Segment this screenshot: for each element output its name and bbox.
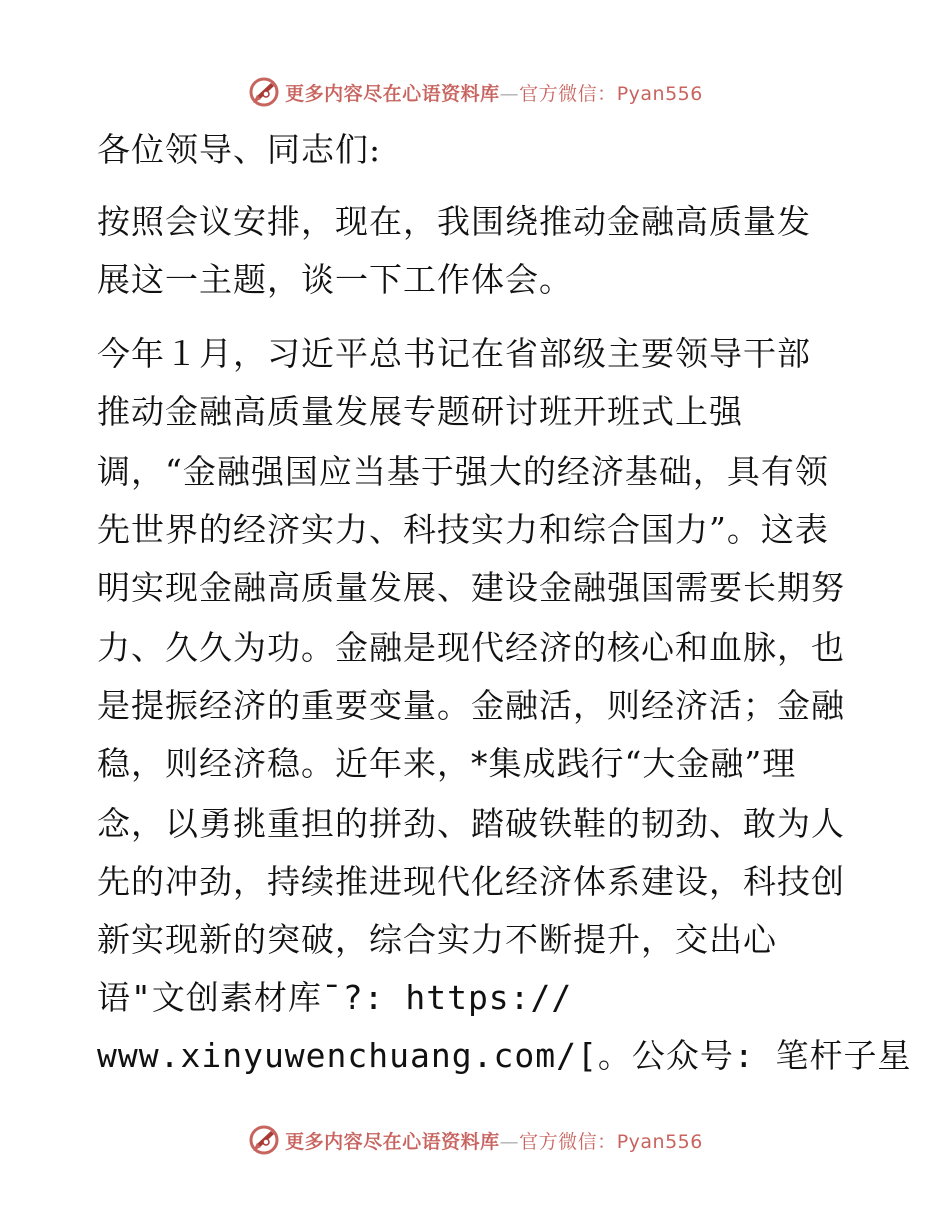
paragraph-2-line-3: 调，“金融强国应当基于强大的经济基础，具有领 bbox=[97, 452, 829, 491]
paragraph-2-line-4: 先世界的经济实力、科技实力和综合国力”。这表 bbox=[97, 510, 829, 549]
footer-banner-wechat-id: Pyan556 bbox=[616, 1130, 703, 1153]
header-banner bbox=[0, 72, 950, 112]
footer-banner-title: 更多内容尽在心语资料库 bbox=[285, 1130, 500, 1153]
paragraph-2-line-2: 推动金融高质量发展专题研讨班开班式上强 bbox=[97, 392, 743, 431]
paragraph-2-line-13: www.xinyuwenchuang.com/[。公众号: 笔杆子星 bbox=[97, 1036, 912, 1075]
paragraph-1-line-1: 按照会议安排，现在，我围绕推动金融高质量发 bbox=[97, 202, 811, 241]
paragraph-2-line-12: 语"文创素材库¯?: https:// bbox=[97, 978, 573, 1017]
banner-wechat-label: 官方微信： bbox=[519, 82, 617, 105]
paragraph-2-line-11: 新实现新的突破，综合实力不断提升，交出心 bbox=[97, 920, 777, 959]
paragraph-2-line-9: 念，以勇挑重担的拼劲、踏破铁鞋的韧劲、敢为人 bbox=[97, 804, 845, 843]
salutation: 各位领导、同志们: bbox=[97, 130, 382, 169]
paragraph-2-line-7: 是提振经济的重要变量。金融活，则经济活；金融 bbox=[97, 686, 845, 725]
paragraph-2-line-6: 力、久久为功。金融是现代经济的核心和血脉，也 bbox=[97, 628, 845, 667]
xinyu-logo-icon bbox=[247, 1123, 281, 1157]
banner-wechat-id: Pyan556 bbox=[616, 82, 703, 105]
paragraph-2-line-1: 今年１月，习近平总书记在省部级主要领导干部 bbox=[97, 334, 811, 373]
paragraph-2-line-5: 明实现金融高质量发展、建设金融强国需要长期努 bbox=[97, 568, 845, 607]
paragraph-2-line-10: 先的冲劲，持续推进现代化经济体系建设，科技创 bbox=[97, 862, 845, 901]
footer-banner-separator: — bbox=[499, 1130, 520, 1153]
banner-title: 更多内容尽在心语资料库 bbox=[285, 82, 500, 105]
paragraph-1-line-2: 展这一主题，谈一下工作体会。 bbox=[97, 260, 573, 299]
xinyu-logo-icon bbox=[247, 75, 281, 109]
paragraph-2-line-8: 稳，则经济稳。近年来，*集成践行“大金融”理 bbox=[97, 744, 797, 783]
footer-banner bbox=[0, 1120, 950, 1160]
banner-separator: — bbox=[499, 82, 520, 105]
footer-banner-wechat-label: 官方微信： bbox=[519, 1130, 617, 1153]
